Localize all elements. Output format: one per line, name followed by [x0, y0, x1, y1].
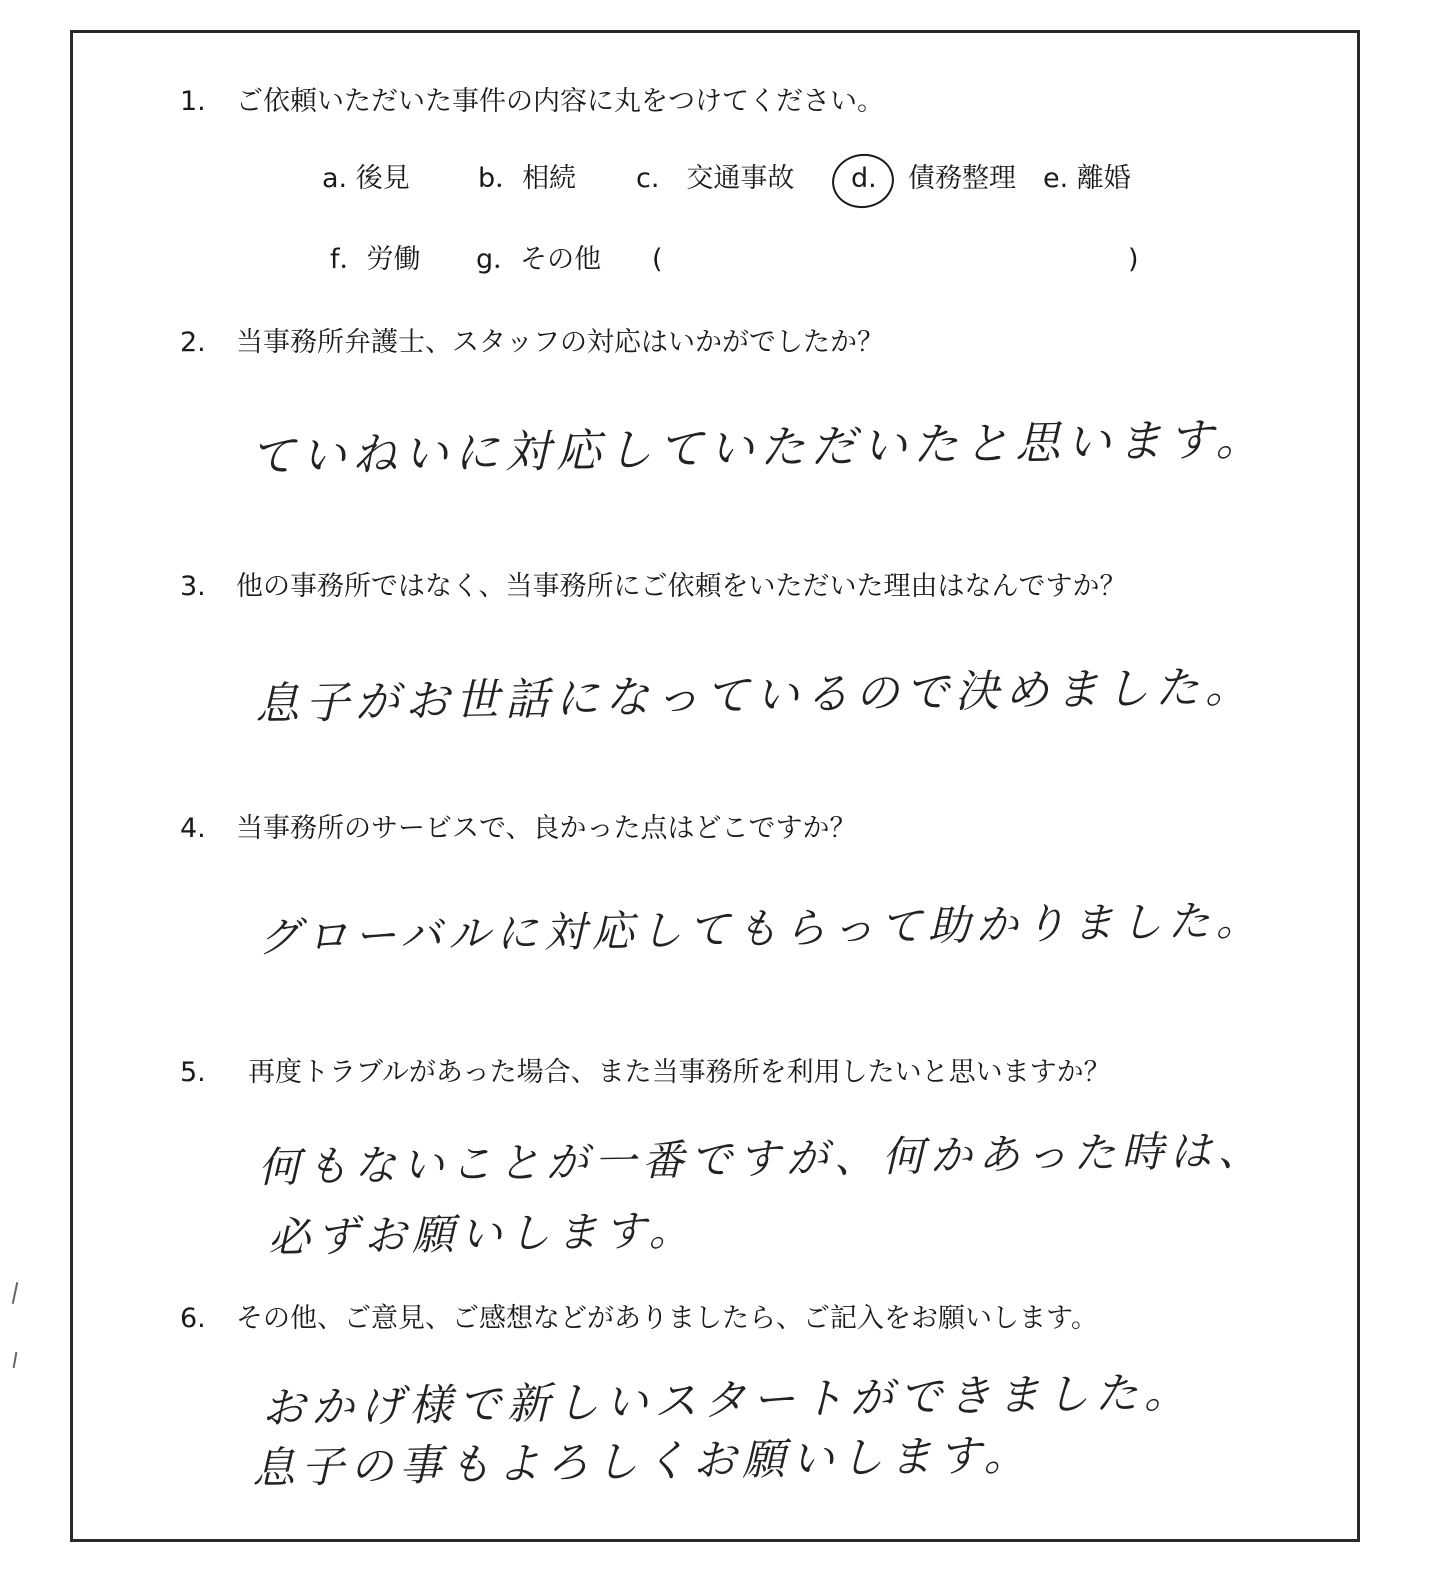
question-text: 他の事務所ではなく、当事務所にご依頼をいただいた理由はなんですか？: [236, 571, 1127, 602]
handwritten-answer-4: グローバルに対応してもらって助かりました。: [257, 895, 1265, 962]
question-number: 1.: [180, 86, 206, 117]
question-text: ご依頼いただいた事件の内容に丸をつけてください。: [236, 86, 884, 117]
margin-mark: [13, 1352, 18, 1368]
handwritten-answer-6-line-1: おかげ様で新しいスタートができました。: [261, 1367, 1194, 1434]
handwritten-answer-2: ていねいに対応していただいたと思います。: [249, 412, 1267, 483]
question-text: 再度トラブルがあった場合、また当事務所を利用したいと思いますか？: [248, 1057, 1111, 1088]
question-text: 当事務所のサービスで、良かった点はどこですか？: [236, 813, 857, 844]
margin-mark: [12, 1282, 19, 1304]
paren-open: (: [652, 244, 663, 275]
question-number: 2.: [180, 327, 206, 358]
handwritten-answer-5-line-1: 何もないことが一番ですが、何かあった時は、: [257, 1125, 1266, 1192]
handwritten-answer-6-line-2: 息子の事もよろしくお願いします。: [251, 1430, 1033, 1494]
option-g: g．その他: [476, 244, 602, 275]
paren-close: ): [1128, 244, 1139, 275]
handwritten-answer-5-line-2: 必ずお願いします。: [267, 1205, 698, 1262]
option-d-label: 債務整理: [908, 163, 1016, 194]
question-number: 5.: [180, 1057, 206, 1088]
option-a: a. 後見: [322, 163, 410, 194]
option-c: c. 交通事故: [636, 163, 795, 194]
option-b: b．相続: [478, 163, 577, 194]
handwritten-answer-3: 息子がお世話になっているので決めました。: [254, 661, 1256, 730]
question-text: 当事務所弁護士、スタッフの対応はいかがでしたか？: [236, 327, 884, 358]
option-d: d.: [851, 163, 877, 194]
question-number: 4.: [180, 813, 206, 844]
option-f: f．労働: [330, 244, 421, 275]
option-e: e. 離婚: [1043, 163, 1131, 194]
question-number: 6.: [180, 1303, 206, 1334]
question-text: その他、ご意見、ご感想などがありましたら、ご記入をお願いします。: [236, 1303, 1098, 1334]
question-number: 3.: [180, 571, 206, 602]
